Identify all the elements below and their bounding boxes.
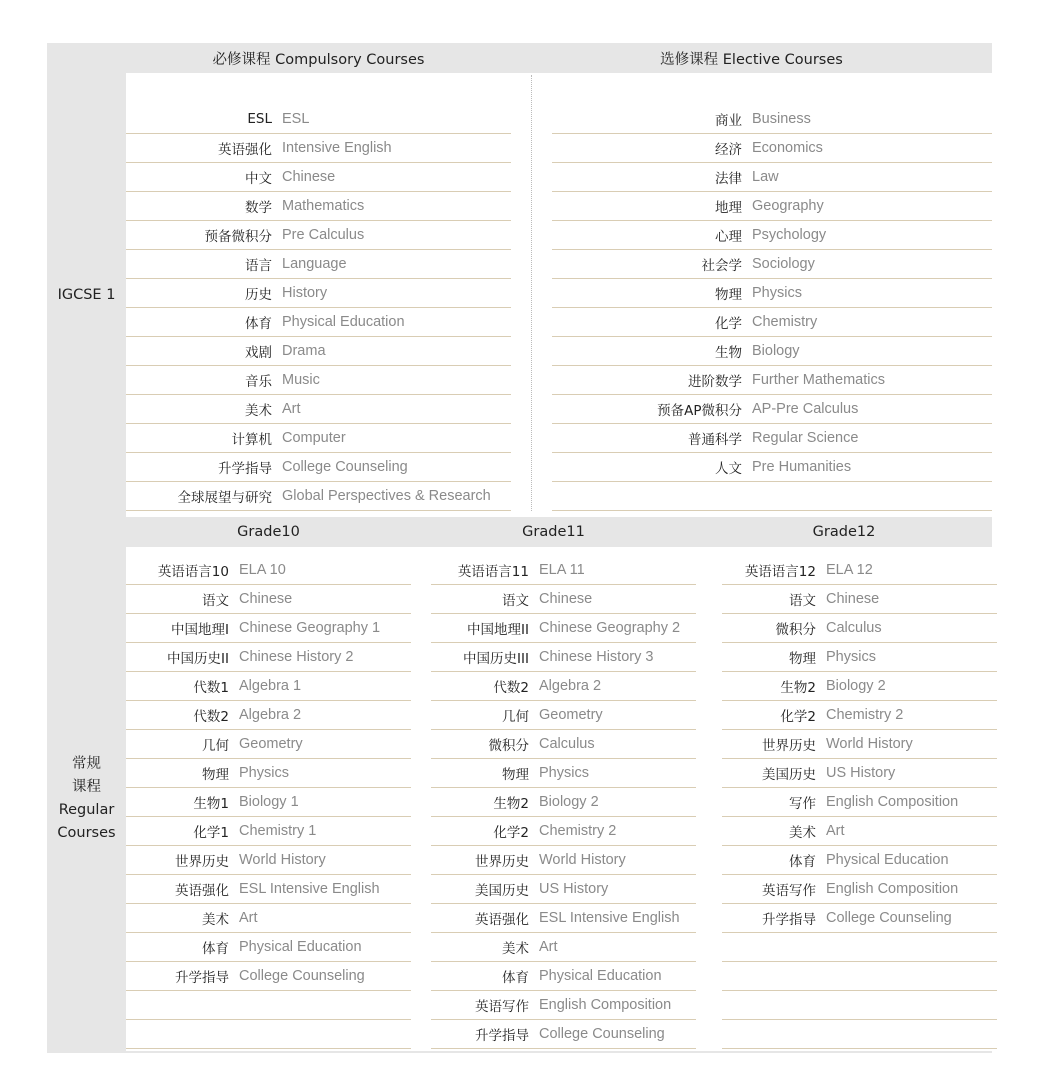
course-row — [431, 643, 696, 672]
course-row — [431, 701, 696, 730]
course-name-en: Calculus — [826, 620, 882, 636]
course-name-zh: 几何 — [502, 709, 529, 725]
course-row — [126, 366, 511, 395]
course-name-zh: 音乐 — [245, 374, 272, 390]
course-name-en: ESL Intensive English — [239, 881, 380, 897]
course-name-en: English Composition — [826, 881, 959, 897]
course-name-zh: 语文 — [202, 593, 229, 609]
course-row — [126, 643, 411, 672]
course-name-zh: 全球展望与研究 — [177, 490, 272, 506]
course-name-en: Art — [239, 910, 258, 926]
course-name-en: Physical Education — [239, 939, 362, 955]
regular-label-line: Regular — [58, 802, 115, 818]
course-name-en: Biology 1 — [239, 794, 299, 810]
course-row — [722, 614, 997, 643]
course-row — [722, 817, 997, 846]
course-row — [126, 1020, 411, 1049]
course-name-en: College Counseling — [239, 968, 365, 984]
course-row — [126, 585, 411, 614]
course-row — [431, 585, 696, 614]
course-name-en: US History — [539, 881, 609, 897]
elective-header: 选修课程 Elective Courses — [660, 51, 843, 68]
course-row — [126, 933, 411, 962]
course-name-zh: 英语强化 — [218, 142, 272, 158]
course-name-en: Chinese — [239, 591, 293, 607]
course-name-en: College Counseling — [826, 910, 952, 926]
course-row — [431, 759, 696, 788]
course-row — [552, 105, 992, 134]
elective-list — [552, 105, 992, 511]
course-name-zh: 英语语言11 — [457, 564, 529, 580]
course-name-en: Geometry — [539, 707, 603, 723]
course-row — [431, 817, 696, 846]
regular-label-line: 课程 — [72, 779, 101, 795]
course-row — [126, 759, 411, 788]
course-row — [431, 846, 696, 875]
course-name-zh: 美术 — [789, 825, 816, 841]
course-name-zh: 升学指导 — [475, 1028, 529, 1044]
course-name-zh: 体育 — [789, 854, 816, 870]
course-row — [126, 701, 411, 730]
course-name-zh: 英语语言10 — [157, 564, 229, 580]
course-row — [431, 556, 696, 585]
course-name-zh: 进阶数学 — [688, 374, 742, 390]
course-row — [126, 904, 411, 933]
course-name-zh: 地理 — [715, 200, 742, 216]
course-row — [552, 337, 992, 366]
course-name-en: Language — [282, 256, 347, 272]
course-name-zh: 经济 — [715, 142, 742, 158]
course-name-zh: 体育 — [245, 316, 272, 332]
course-name-zh: 历史 — [245, 287, 272, 303]
course-name-en: Physical Education — [539, 968, 662, 984]
course-row — [552, 192, 992, 221]
course-row — [722, 846, 997, 875]
course-name-en: Chinese Geography 1 — [239, 620, 381, 636]
course-row — [722, 904, 997, 933]
course-name-zh: 语文 — [502, 593, 529, 609]
course-name-zh: 语文 — [789, 593, 816, 609]
course-name-zh: 几何 — [202, 738, 229, 754]
compulsory-list — [126, 105, 511, 511]
regular-label-line: Courses — [57, 825, 116, 841]
course-row — [126, 817, 411, 846]
course-row — [126, 482, 511, 511]
course-row — [126, 192, 511, 221]
course-name-zh: 普通科学 — [688, 432, 742, 448]
igcse-section — [47, 73, 992, 517]
course-name-en: ELA 12 — [826, 562, 873, 578]
course-row — [126, 279, 511, 308]
course-name-en: English Composition — [826, 794, 959, 810]
course-name-zh: 化学1 — [193, 825, 229, 841]
course-name-en: Drama — [282, 343, 326, 359]
course-table — [47, 43, 992, 1053]
course-row — [722, 991, 997, 1020]
course-name-zh: 法律 — [715, 171, 742, 187]
course-name-en: Biology 2 — [826, 678, 886, 694]
course-row — [552, 279, 992, 308]
course-row — [431, 991, 696, 1020]
course-name-zh: 英语语言12 — [744, 564, 816, 580]
grade10-list — [126, 556, 411, 1049]
grade11-header: Grade11 — [522, 524, 585, 540]
course-row — [722, 933, 997, 962]
course-name-en: World History — [239, 852, 326, 868]
course-name-zh: 社会学 — [701, 258, 742, 274]
course-name-en: Chinese — [539, 591, 593, 607]
course-name-en: US History — [826, 765, 896, 781]
course-name-en: ELA 11 — [539, 562, 585, 578]
course-name-en: Further Mathematics — [752, 372, 885, 388]
compulsory-header: 必修课程 Compulsory Courses — [212, 51, 425, 68]
course-name-zh: 美术 — [502, 941, 529, 957]
course-name-en: Chemistry 2 — [826, 707, 904, 723]
course-row — [126, 672, 411, 701]
course-name-zh: 升学指导 — [175, 970, 229, 986]
course-row — [431, 1020, 696, 1049]
course-name-zh: 物理 — [789, 651, 816, 667]
course-name-en: World History — [826, 736, 913, 752]
course-name-en: Computer — [282, 430, 346, 446]
course-row — [431, 875, 696, 904]
course-row — [126, 788, 411, 817]
regular-header-row — [47, 517, 992, 547]
course-name-en: Chemistry 2 — [539, 823, 617, 839]
course-name-zh: 写作 — [789, 796, 816, 812]
course-row — [126, 424, 511, 453]
course-name-zh: 代数1 — [193, 680, 229, 696]
course-name-en: Intensive English — [282, 140, 392, 156]
course-row — [552, 482, 992, 511]
course-row — [126, 250, 511, 279]
course-row — [126, 962, 411, 991]
course-name-zh: 体育 — [502, 970, 529, 986]
igcse-label: IGCSE 1 — [47, 73, 126, 517]
course-name-en: Chinese History 3 — [539, 649, 654, 665]
course-name-en: Chinese — [282, 169, 336, 185]
course-row — [552, 163, 992, 192]
course-name-en: Calculus — [539, 736, 595, 752]
course-name-zh: 中文 — [245, 171, 272, 187]
course-row — [722, 1020, 997, 1049]
course-name-en: English Composition — [539, 997, 672, 1013]
course-row — [552, 395, 992, 424]
grade12-list — [722, 556, 997, 1049]
course-row — [722, 643, 997, 672]
course-row — [431, 904, 696, 933]
course-row — [126, 105, 511, 134]
course-name-en: Chemistry 1 — [239, 823, 317, 839]
course-name-en: Pre Humanities — [752, 459, 852, 475]
course-name-zh: 物理 — [715, 287, 742, 303]
course-name-zh: 世界历史 — [475, 854, 529, 870]
course-name-en: ELA 10 — [239, 562, 286, 578]
course-name-zh: 物理 — [502, 767, 529, 783]
course-row — [552, 308, 992, 337]
course-row — [126, 846, 411, 875]
course-name-zh: 人文 — [715, 461, 742, 477]
course-name-zh: 中国地理I — [171, 622, 229, 638]
course-name-zh: 美术 — [245, 403, 272, 419]
course-name-en: Regular Science — [752, 430, 859, 446]
course-row — [431, 672, 696, 701]
course-name-en: Psychology — [752, 227, 827, 243]
course-row — [431, 962, 696, 991]
course-row — [552, 221, 992, 250]
grade10-header: Grade10 — [237, 524, 300, 540]
course-row — [552, 453, 992, 482]
course-name-en: World History — [539, 852, 626, 868]
course-name-en: Chinese Geography 2 — [539, 620, 681, 636]
course-name-zh: 计算机 — [231, 432, 272, 448]
course-name-zh: 英语写作 — [475, 999, 529, 1015]
course-name-en: Business — [752, 111, 811, 127]
grade12-header: Grade12 — [812, 524, 876, 540]
course-row — [431, 730, 696, 759]
course-name-zh: 生物 — [715, 345, 742, 361]
course-row — [552, 424, 992, 453]
course-name-en: College Counseling — [539, 1026, 665, 1042]
course-name-zh: 中国历史II — [167, 651, 229, 667]
course-name-zh: 生物1 — [193, 796, 229, 812]
course-name-zh: 生物2 — [780, 680, 816, 696]
course-name-zh: 英语强化 — [175, 883, 229, 899]
course-row — [722, 585, 997, 614]
course-row — [722, 556, 997, 585]
course-name-en: AP-Pre Calculus — [752, 401, 859, 417]
course-name-zh: 英语强化 — [475, 912, 529, 928]
course-name-zh: 语言 — [245, 258, 272, 274]
course-name-en: Art — [282, 401, 301, 417]
course-name-zh: ESL — [247, 111, 272, 127]
course-name-zh: 心理 — [715, 229, 742, 245]
course-name-zh: 升学指导 — [218, 461, 272, 477]
course-name-en: Physics — [826, 649, 876, 665]
course-name-zh: 预备AP微积分 — [657, 403, 742, 419]
course-name-en: Global Perspectives & Research — [282, 488, 491, 504]
course-name-en: Geography — [752, 198, 824, 214]
course-name-zh: 体育 — [202, 941, 229, 957]
course-row — [552, 366, 992, 395]
course-name-zh: 物理 — [202, 767, 229, 783]
course-name-zh: 中国地理II — [467, 622, 529, 638]
course-name-zh: 美国历史 — [475, 883, 529, 899]
course-row — [126, 308, 511, 337]
course-row — [722, 672, 997, 701]
course-name-zh: 预备微积分 — [204, 229, 272, 245]
course-name-zh: 化学 — [715, 316, 742, 332]
course-row — [722, 875, 997, 904]
course-name-zh: 世界历史 — [175, 854, 229, 870]
course-name-en: Biology 2 — [539, 794, 599, 810]
course-name-zh: 中国历史III — [463, 651, 529, 667]
course-row — [126, 453, 511, 482]
course-name-zh: 化学2 — [780, 709, 816, 725]
course-name-en: Economics — [752, 140, 823, 156]
course-name-zh: 微积分 — [488, 738, 529, 754]
course-name-en: Sociology — [752, 256, 815, 272]
course-name-en: ESL — [282, 111, 310, 127]
course-name-zh: 升学指导 — [762, 912, 816, 928]
regular-label-line: 常规 — [72, 756, 101, 772]
course-name-en: Physical Education — [282, 314, 405, 330]
course-name-en: Physical Education — [826, 852, 949, 868]
grade11-list — [431, 556, 696, 1049]
course-name-zh: 微积分 — [775, 622, 816, 638]
course-name-en: Algebra 2 — [239, 707, 302, 723]
course-row — [722, 759, 997, 788]
course-name-en: Biology — [752, 343, 800, 359]
course-name-en: Physics — [539, 765, 589, 781]
course-row — [722, 788, 997, 817]
course-name-en: Algebra 2 — [539, 678, 602, 694]
course-row — [126, 221, 511, 250]
course-name-en: Geometry — [239, 736, 303, 752]
course-name-zh: 代数2 — [493, 680, 529, 696]
course-row — [126, 134, 511, 163]
course-row — [126, 395, 511, 424]
course-name-en: Pre Calculus — [282, 227, 365, 243]
regular-section — [47, 547, 992, 1051]
course-name-en: ESL Intensive English — [539, 910, 680, 926]
course-name-en: Chinese History 2 — [239, 649, 354, 665]
course-name-en: Chemistry — [752, 314, 818, 330]
course-row — [126, 614, 411, 643]
course-name-en: History — [282, 285, 328, 301]
course-name-zh: 英语写作 — [762, 883, 816, 899]
course-name-en: Art — [539, 939, 558, 955]
course-row — [126, 875, 411, 904]
course-name-zh: 代数2 — [193, 709, 229, 725]
course-name-zh: 美国历史 — [762, 767, 816, 783]
course-row — [431, 933, 696, 962]
course-name-zh: 戏剧 — [245, 345, 272, 361]
course-name-en: Physics — [239, 765, 289, 781]
course-name-zh: 美术 — [202, 912, 229, 928]
igcse-header-row — [47, 43, 992, 73]
regular-label — [47, 547, 126, 1051]
course-name-en: Mathematics — [282, 198, 365, 214]
course-row — [126, 991, 411, 1020]
course-row — [126, 556, 411, 585]
course-row — [431, 788, 696, 817]
course-row — [552, 134, 992, 163]
course-name-zh: 生物2 — [493, 796, 529, 812]
course-row — [552, 250, 992, 279]
course-name-zh: 世界历史 — [762, 738, 816, 754]
course-name-zh: 化学2 — [493, 825, 529, 841]
course-name-en: Art — [826, 823, 845, 839]
course-name-zh: 数学 — [245, 200, 272, 216]
course-row — [126, 163, 511, 192]
course-name-en: Chinese — [826, 591, 880, 607]
course-name-en: Law — [752, 169, 779, 185]
course-row — [126, 337, 511, 366]
course-row — [722, 701, 997, 730]
course-name-en: Music — [282, 372, 320, 388]
course-name-en: Physics — [752, 285, 802, 301]
course-row — [431, 614, 696, 643]
course-name-en: College Counseling — [282, 459, 408, 475]
column-divider — [531, 75, 532, 511]
course-name-en: Algebra 1 — [239, 678, 302, 694]
course-row — [722, 730, 997, 759]
course-row — [722, 962, 997, 991]
course-name-zh: 商业 — [715, 113, 742, 129]
course-row — [126, 730, 411, 759]
